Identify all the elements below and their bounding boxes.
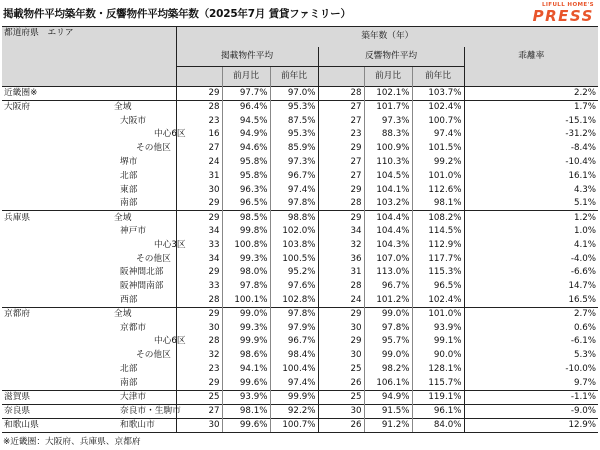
cell-area: 京都市 — [58, 321, 176, 335]
cell-listing-yoy: 102.8% — [270, 294, 318, 308]
cell-listing-mom: 99.0% — [222, 307, 270, 321]
cell-prefecture — [2, 142, 58, 156]
cell-inquiry-age: 27 — [318, 169, 364, 183]
cell-listing-mom: 99.3% — [222, 321, 270, 335]
cell-listing-yoy: 97.4% — [270, 183, 318, 197]
page-title: 掲載物件平均築年数・反響物件平均築年数（2025年7月 賃貸ファミリー） — [3, 8, 351, 20]
cell-inquiry-mom: 101.2% — [364, 294, 412, 308]
cell-listing-mom: 99.8% — [222, 225, 270, 239]
cell-area: 中心6区 — [58, 128, 176, 142]
cell-area: 全域 — [58, 101, 176, 115]
header-row-1 — [2, 27, 598, 47]
cell-listing-yoy: 95.3% — [270, 101, 318, 115]
cell-divergence: -6.1% — [570, 336, 597, 347]
cell-listing-yoy: 92.2% — [270, 404, 318, 418]
cell-listing-yoy: 97.4% — [270, 376, 318, 390]
cell-inquiry-yoy: 108.2% — [412, 211, 464, 225]
cell-prefecture — [2, 266, 58, 280]
cell-listing-yoy: 97.6% — [270, 280, 318, 294]
cell-listing-age: 28 — [176, 101, 222, 115]
cell-area: 和歌山市 — [58, 418, 176, 432]
cell-listing-yoy: 100.7% — [270, 418, 318, 432]
cell-inquiry-mom: 99.0% — [364, 307, 412, 321]
cell-inquiry-age: 26 — [318, 418, 364, 432]
cell-listing-mom: 99.9% — [222, 335, 270, 349]
cell-divergence: 16.5% — [568, 294, 597, 305]
cell-divergence: 0.6% — [573, 322, 597, 333]
table-row — [2, 197, 598, 211]
cell-prefecture — [2, 183, 58, 197]
table-row — [2, 142, 598, 156]
cell-inquiry-age: 36 — [318, 252, 364, 266]
cell-listing-age: 29 — [176, 376, 222, 390]
cell-prefecture — [2, 169, 58, 183]
cell-inquiry-mom: 94.9% — [364, 390, 412, 404]
cell-listing-age: 27 — [176, 142, 222, 156]
cell-inquiry-mom: 95.7% — [364, 335, 412, 349]
cell-divergence: -10.4% — [565, 157, 597, 168]
cell-prefecture: 奈良県 — [2, 404, 58, 418]
cell-inquiry-yoy: 102.4% — [412, 101, 464, 115]
cell-inquiry-yoy: 128.1% — [412, 363, 464, 377]
cell-prefecture — [2, 252, 58, 266]
cell-inquiry-mom: 104.3% — [364, 238, 412, 252]
cell-listing-mom: 97.7% — [222, 87, 270, 101]
table-row — [2, 156, 598, 170]
cell-listing-age: 28 — [176, 294, 222, 308]
cell-inquiry-yoy: 90.0% — [412, 349, 464, 363]
cell-prefecture — [2, 238, 58, 252]
cell-listing-yoy: 97.8% — [270, 307, 318, 321]
table-row — [2, 266, 598, 280]
cell-divergence: 14.7% — [568, 281, 597, 292]
cell-divergence: -1.1% — [464, 390, 598, 404]
table-row — [2, 183, 598, 197]
header-listing-yoy: 前年比 — [270, 67, 318, 87]
cell-listing-age: 30 — [176, 418, 222, 432]
cell-area: 全域 — [58, 307, 176, 321]
cell-inquiry-age: 28 — [318, 87, 364, 101]
cell-prefecture — [2, 321, 58, 335]
table-row — [2, 349, 598, 363]
cell-divergence: 16.1% — [568, 170, 597, 181]
cell-listing-age: 27 — [176, 404, 222, 418]
cell-inquiry-mom: 101.7% — [364, 101, 412, 115]
cell-listing-yoy: 100.4% — [270, 363, 318, 377]
cell-inquiry-yoy: 115.7% — [412, 376, 464, 390]
brand-logo — [533, 2, 594, 24]
cell-divergence: -31.2% — [565, 129, 597, 140]
cell-listing-age: 29 — [176, 266, 222, 280]
header-listing: 掲載物件平均 — [176, 47, 318, 67]
cell-listing-age: 23 — [176, 114, 222, 128]
cell-listing-yoy: 102.0% — [270, 225, 318, 239]
cell-divergence: 4.1% — [573, 239, 597, 250]
cell-listing-yoy: 99.9% — [270, 390, 318, 404]
cell-listing-mom: 100.1% — [222, 294, 270, 308]
cell-inquiry-age: 30 — [318, 349, 364, 363]
cell-inquiry-mom: 104.4% — [364, 211, 412, 225]
cell-listing-yoy: 96.7% — [270, 169, 318, 183]
cell-listing-age: 32 — [176, 349, 222, 363]
cell-listing-mom: 96.5% — [222, 197, 270, 211]
cell-listing-yoy: 98.8% — [270, 211, 318, 225]
header-age-group: 築年数（年） — [176, 27, 598, 47]
cell-listing-age: 23 — [176, 363, 222, 377]
age-table — [2, 26, 598, 433]
table-row — [2, 418, 598, 432]
cell-prefecture — [2, 128, 58, 142]
cell-inquiry-mom: 104.5% — [364, 169, 412, 183]
cell-listing-age: 29 — [176, 87, 222, 101]
cell-divergence: -10.0% — [565, 364, 597, 375]
cell-prefecture — [2, 225, 58, 239]
cell-listing-mom: 94.9% — [222, 128, 270, 142]
cell-prefecture: 近畿圏※ — [2, 87, 58, 101]
cell-inquiry-age: 29 — [318, 211, 364, 225]
cell-listing-age: 24 — [176, 156, 222, 170]
cell-divergence: -9.0% — [464, 404, 598, 418]
cell-listing-mom: 95.8% — [222, 169, 270, 183]
table-row — [2, 335, 598, 349]
cell-listing-yoy: 95.2% — [270, 266, 318, 280]
cell-inquiry-yoy: 102.4% — [412, 294, 464, 308]
cell-listing-age: 25 — [176, 390, 222, 404]
cell-inquiry-age: 29 — [318, 183, 364, 197]
cell-prefecture — [2, 114, 58, 128]
cell-area: 南部 — [58, 376, 176, 390]
header-inquiry-yoy: 前年比 — [412, 67, 464, 87]
cell-inquiry-mom: 104.1% — [364, 183, 412, 197]
cell-inquiry-mom: 104.4% — [364, 225, 412, 239]
table-row — [2, 128, 598, 142]
cell-listing-age: 34 — [176, 225, 222, 239]
cell-divergence: -8.4% — [570, 143, 597, 154]
cell-inquiry-mom: 103.2% — [364, 197, 412, 211]
cell-prefecture — [2, 156, 58, 170]
cell-listing-mom: 100.8% — [222, 238, 270, 252]
cell-inquiry-age: 31 — [318, 266, 364, 280]
cell-inquiry-mom: 102.1% — [364, 87, 412, 101]
cell-inquiry-yoy: 103.7% — [412, 87, 464, 101]
cell-listing-age: 30 — [176, 183, 222, 197]
table-row — [2, 307, 598, 321]
cell-area: 奈良市・生駒市 — [58, 404, 176, 418]
cell-inquiry-age: 25 — [318, 390, 364, 404]
table-row — [2, 211, 598, 225]
cell-prefecture: 大阪府 — [2, 101, 58, 115]
cell-divergence: 1.7% — [464, 101, 598, 115]
cell-listing-age: 33 — [176, 280, 222, 294]
cell-divergence: -4.0% — [570, 253, 597, 264]
cell-listing-yoy: 87.5% — [270, 114, 318, 128]
table-row — [2, 114, 598, 128]
cell-listing-age: 31 — [176, 169, 222, 183]
cell-inquiry-yoy: 101.0% — [412, 169, 464, 183]
cell-inquiry-age: 25 — [318, 363, 364, 377]
table-row — [2, 321, 598, 335]
cell-inquiry-yoy: 101.5% — [412, 142, 464, 156]
cell-inquiry-yoy: 112.6% — [412, 183, 464, 197]
cell-divergence: 12.9% — [464, 418, 598, 432]
cell-listing-mom: 98.1% — [222, 404, 270, 418]
cell-prefecture — [2, 197, 58, 211]
cell-inquiry-mom: 97.3% — [364, 114, 412, 128]
cell-listing-age: 29 — [176, 197, 222, 211]
header-inquiry: 反響物件平均 — [318, 47, 464, 67]
cell-area: 全域 — [58, 211, 176, 225]
cell-divergence: -6.6% — [570, 267, 597, 278]
table-row — [2, 363, 598, 377]
cell-inquiry-yoy: 112.9% — [412, 238, 464, 252]
cell-listing-mom: 97.8% — [222, 280, 270, 294]
cell-inquiry-yoy: 97.4% — [412, 128, 464, 142]
cell-inquiry-yoy: 96.5% — [412, 280, 464, 294]
cell-divergence: 5.3% — [573, 350, 597, 361]
cell-area: 神戸市 — [58, 225, 176, 239]
cell-divergence: 9.7% — [573, 377, 597, 388]
header-listing-mom: 前月比 — [222, 67, 270, 87]
cell-inquiry-yoy: 101.0% — [412, 307, 464, 321]
cell-inquiry-mom: 113.0% — [364, 266, 412, 280]
cell-area: その他区 — [58, 349, 176, 363]
cell-inquiry-yoy: 84.0% — [412, 418, 464, 432]
cell-listing-yoy: 98.4% — [270, 349, 318, 363]
cell-inquiry-age: 26 — [318, 376, 364, 390]
cell-listing-yoy: 103.8% — [270, 238, 318, 252]
cell-listing-mom: 98.0% — [222, 266, 270, 280]
cell-inquiry-yoy: 117.7% — [412, 252, 464, 266]
cell-listing-age: 16 — [176, 128, 222, 142]
brand-logo-top: LIFULL HOME'S — [541, 2, 594, 8]
cell-prefecture: 兵庫県 — [2, 211, 58, 225]
cell-prefecture: 滋賀県 — [2, 390, 58, 404]
cell-listing-mom: 95.8% — [222, 156, 270, 170]
table-row — [2, 101, 598, 115]
table-row — [2, 404, 598, 418]
table-row — [2, 252, 598, 266]
cell-listing-mom: 94.5% — [222, 114, 270, 128]
cell-inquiry-yoy: 98.1% — [412, 197, 464, 211]
table-body — [2, 27, 598, 433]
cell-prefecture: 和歌山県 — [2, 418, 58, 432]
header-row-2 — [2, 47, 598, 67]
cell-listing-yoy: 97.0% — [270, 87, 318, 101]
cell-inquiry-age: 23 — [318, 128, 364, 142]
cell-listing-mom: 99.6% — [222, 418, 270, 432]
cell-listing-yoy: 97.8% — [270, 197, 318, 211]
cell-inquiry-age: 34 — [318, 225, 364, 239]
cell-area: 阪神間北部 — [58, 266, 176, 280]
cell-listing-yoy: 97.3% — [270, 156, 318, 170]
cell-listing-age: 30 — [176, 321, 222, 335]
table-row — [2, 294, 598, 308]
cell-inquiry-age: 29 — [318, 335, 364, 349]
cell-inquiry-yoy: 119.1% — [412, 390, 464, 404]
cell-listing-mom: 98.5% — [222, 211, 270, 225]
cell-divergence: 2.2% — [464, 87, 598, 101]
header-divergence: 乖離率 — [464, 47, 598, 67]
cell-listing-age: 29 — [176, 307, 222, 321]
cell-listing-mom: 96.4% — [222, 101, 270, 115]
cell-listing-mom: 99.6% — [222, 376, 270, 390]
cell-area: その他区 — [58, 252, 176, 266]
cell-inquiry-yoy: 99.1% — [412, 335, 464, 349]
cell-inquiry-mom: 98.2% — [364, 363, 412, 377]
cell-listing-mom: 98.6% — [222, 349, 270, 363]
cell-inquiry-age: 27 — [318, 101, 364, 115]
cell-inquiry-yoy: 115.3% — [412, 266, 464, 280]
cell-listing-mom: 96.3% — [222, 183, 270, 197]
cell-inquiry-yoy: 114.5% — [412, 225, 464, 239]
cell-area: 中心3区 — [58, 238, 176, 252]
cell-inquiry-age: 27 — [318, 156, 364, 170]
cell-area: 南部 — [58, 197, 176, 211]
cell-prefecture — [2, 349, 58, 363]
table-row — [2, 87, 598, 101]
cell-listing-mom: 99.3% — [222, 252, 270, 266]
cell-area: 大阪市 — [58, 114, 176, 128]
cell-divergence: 1.2% — [464, 211, 598, 225]
cell-inquiry-yoy: 93.9% — [412, 321, 464, 335]
header-area: 都道府県 エリア — [2, 27, 176, 47]
cell-inquiry-mom: 99.0% — [364, 349, 412, 363]
cell-inquiry-mom: 91.5% — [364, 404, 412, 418]
cell-inquiry-yoy: 99.2% — [412, 156, 464, 170]
cell-inquiry-mom: 88.3% — [364, 128, 412, 142]
cell-listing-age: 29 — [176, 211, 222, 225]
cell-listing-yoy: 96.7% — [270, 335, 318, 349]
cell-inquiry-age: 30 — [318, 321, 364, 335]
cell-area: 阪神間南部 — [58, 280, 176, 294]
cell-inquiry-age: 32 — [318, 238, 364, 252]
cell-listing-age: 28 — [176, 335, 222, 349]
cell-inquiry-age: 29 — [318, 307, 364, 321]
cell-divergence: 2.7% — [464, 307, 598, 321]
cell-inquiry-mom: 91.2% — [364, 418, 412, 432]
cell-inquiry-yoy: 100.7% — [412, 114, 464, 128]
cell-prefecture — [2, 294, 58, 308]
table-row — [2, 376, 598, 390]
header-inquiry-mom: 前月比 — [364, 67, 412, 87]
table-row — [2, 280, 598, 294]
cell-area: 中心6区 — [58, 335, 176, 349]
cell-inquiry-age: 30 — [318, 404, 364, 418]
cell-listing-age: 34 — [176, 252, 222, 266]
cell-listing-mom: 93.9% — [222, 390, 270, 404]
cell-inquiry-age: 27 — [318, 114, 364, 128]
cell-prefecture — [2, 363, 58, 377]
cell-area: その他区 — [58, 142, 176, 156]
cell-inquiry-age: 24 — [318, 294, 364, 308]
cell-prefecture — [2, 376, 58, 390]
cell-inquiry-mom: 97.8% — [364, 321, 412, 335]
cell-inquiry-mom: 106.1% — [364, 376, 412, 390]
cell-prefecture — [2, 280, 58, 294]
table-row — [2, 238, 598, 252]
cell-area: 西部 — [58, 294, 176, 308]
brand-logo-main: PRESS — [532, 7, 594, 25]
cell-inquiry-mom: 110.3% — [364, 156, 412, 170]
cell-listing-mom: 94.1% — [222, 363, 270, 377]
cell-divergence: 1.0% — [573, 226, 597, 237]
footnote: ※近畿圏：大阪府、兵庫県、京都府 — [3, 437, 141, 447]
cell-divergence: -15.1% — [565, 115, 597, 126]
cell-inquiry-mom: 100.9% — [364, 142, 412, 156]
cell-inquiry-age: 29 — [318, 142, 364, 156]
cell-listing-yoy: 97.9% — [270, 321, 318, 335]
cell-area: 東部 — [58, 183, 176, 197]
cell-area — [58, 87, 176, 101]
cell-divergence: 5.1% — [573, 198, 597, 209]
cell-prefecture — [2, 335, 58, 349]
cell-prefecture: 京都府 — [2, 307, 58, 321]
cell-inquiry-yoy: 96.1% — [412, 404, 464, 418]
cell-listing-yoy: 95.3% — [270, 128, 318, 142]
cell-listing-yoy: 85.9% — [270, 142, 318, 156]
cell-listing-yoy: 100.5% — [270, 252, 318, 266]
cell-area: 北部 — [58, 363, 176, 377]
table-row — [2, 225, 598, 239]
header-row-3 — [2, 67, 598, 87]
table-row — [2, 169, 598, 183]
table-row — [2, 390, 598, 404]
cell-listing-age: 33 — [176, 238, 222, 252]
cell-area: 北部 — [58, 169, 176, 183]
cell-divergence: 4.3% — [573, 184, 597, 195]
cell-area: 大津市 — [58, 390, 176, 404]
cell-inquiry-age: 28 — [318, 197, 364, 211]
cell-inquiry-mom: 107.0% — [364, 252, 412, 266]
cell-area: 堺市 — [58, 156, 176, 170]
cell-inquiry-mom: 96.7% — [364, 280, 412, 294]
cell-listing-mom: 94.6% — [222, 142, 270, 156]
cell-inquiry-age: 28 — [318, 280, 364, 294]
